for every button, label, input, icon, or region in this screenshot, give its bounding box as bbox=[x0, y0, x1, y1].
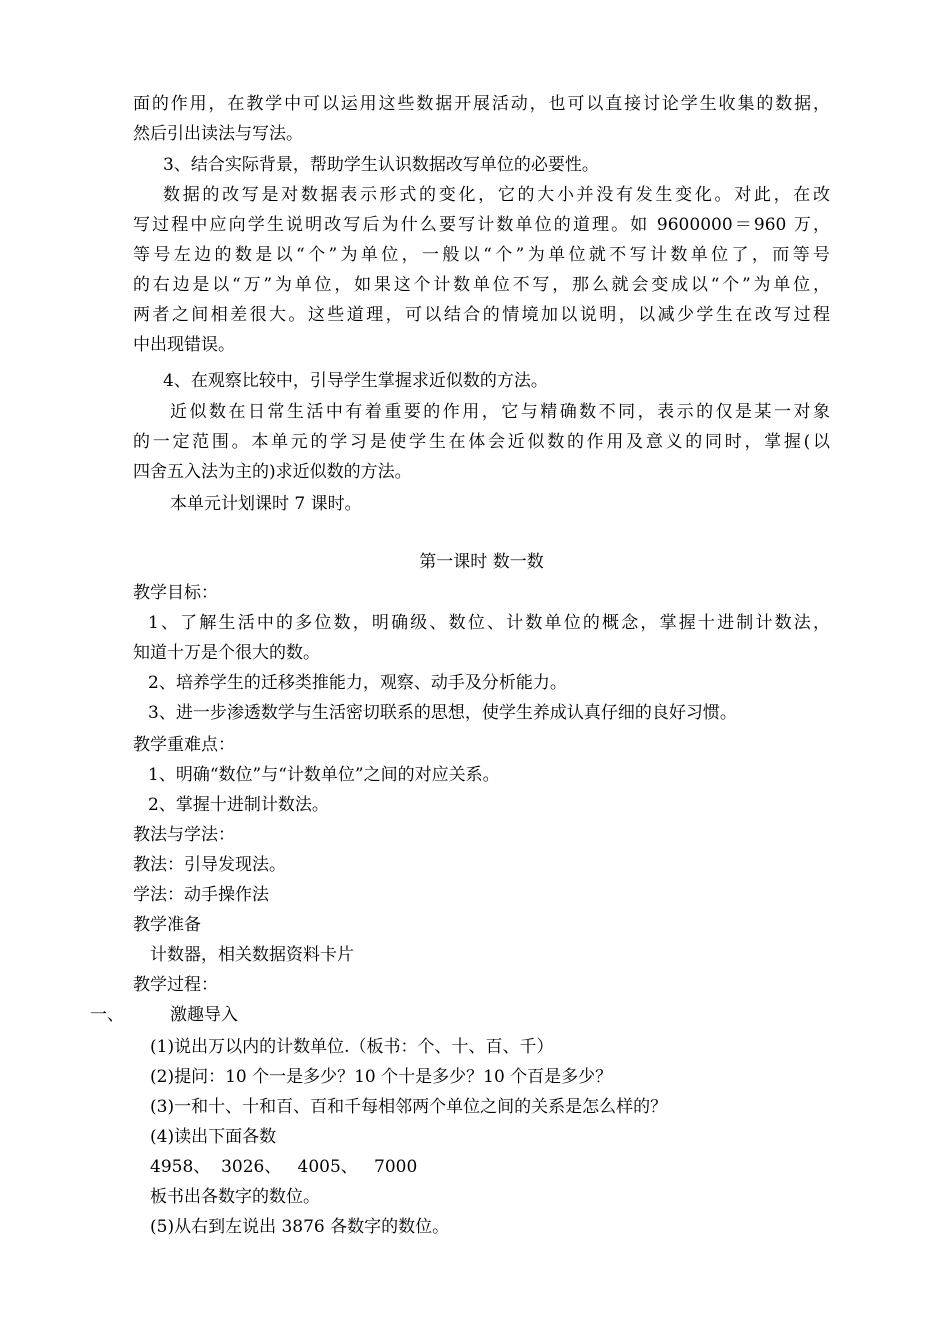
section-heading: 教学目标： bbox=[133, 583, 218, 603]
paragraph-line: 然后引出读法与写法。 bbox=[133, 124, 303, 144]
paragraph-line: 本单元计划课时 7 课时。 bbox=[170, 494, 362, 514]
list-item: (4)读出下面各数 bbox=[150, 1127, 277, 1147]
paragraph-line: 等号左边的数是以“个”为单位，一般以“个”为单位就不写计数单位了，而等号 bbox=[133, 245, 830, 265]
section-heading: 教学准备 bbox=[133, 915, 201, 935]
paragraph-line: 板书出各数字的数位。 bbox=[150, 1187, 320, 1207]
paragraph-line: 写过程中应向学生说明改写后为什么要写计数单位的道理。如 9600000＝960 万， bbox=[133, 215, 830, 235]
paragraph-line: 四舍五入法为主的)求近似数的方法。 bbox=[133, 462, 412, 482]
paragraph-line: 教法：引导发现法。 bbox=[133, 855, 286, 875]
list-item: (1)说出万以内的计数单位.（板书：个、十、百、千） bbox=[150, 1037, 554, 1057]
list-item: 1、明确“数位”与“计数单位”之间的对应关系。 bbox=[148, 765, 500, 785]
list-item: (2)提问：10 个一是多少？10 个十是多少？10 个百是多少？ bbox=[150, 1067, 613, 1087]
paragraph-line: 面的作用，在教学中可以运用这些数据开展活动，也可以直接讨论学生收集的数据， bbox=[133, 94, 830, 114]
list-item: 2、培养学生的迁移类推能力，观察、动手及分析能力。 bbox=[148, 673, 567, 693]
paragraph-line: 计数器，相关数据资料卡片 bbox=[150, 945, 354, 965]
list-item: (5)从右到左说出 3876 各数字的数位。 bbox=[150, 1217, 450, 1237]
list-item: 1、了解生活中的多位数，明确级、数位、计数单位的概念，掌握十进制计数法， bbox=[148, 613, 830, 633]
section-heading: 教学重难点： bbox=[133, 735, 235, 755]
section-title: 第一课时 数一数 bbox=[419, 552, 544, 572]
list-item: 4、在观察比较中，引导学生掌握求近似数的方法。 bbox=[163, 371, 548, 391]
list-item: (3)一和十、十和百、百和千每相邻两个单位之间的关系是怎么样的？ bbox=[150, 1097, 668, 1117]
list-item: 3、结合实际背景，帮助学生认识数据改写单位的必要性。 bbox=[163, 155, 599, 175]
section-heading: 教学过程： bbox=[133, 975, 218, 995]
paragraph-line: 学法：动手操作法 bbox=[133, 885, 269, 905]
list-item: 3、进一步渗透数学与生活密切联系的思想，使学生养成认真仔细的良好习惯。 bbox=[148, 703, 737, 723]
paragraph-line: 近似数在日常生活中有着重要的作用，它与精确数不同，表示的仅是某一对象 bbox=[170, 402, 830, 422]
paragraph-line: 中出现错误。 bbox=[133, 335, 235, 355]
section-heading: 教法与学法： bbox=[133, 825, 235, 845]
paragraph-line: 的右边是以“万”为单位，如果这个计数单位不写，那么就会变成以“个”为单位， bbox=[133, 275, 830, 295]
paragraph-line: 的一定范围。本单元的学习是使学生在体会近似数的作用及意义的同时，掌握(以 bbox=[133, 432, 830, 452]
paragraph-line: 数据的改写是对数据表示形式的变化，它的大小并没有发生变化。对此，在改 bbox=[163, 185, 830, 205]
paragraph-line: 两者之间相差很大。这些道理，可以结合的情境加以说明，以减少学生在改写过程 bbox=[133, 305, 830, 325]
section-heading: 激趣导入 bbox=[170, 1005, 238, 1025]
list-item: 2、掌握十进制计数法。 bbox=[148, 795, 329, 815]
paragraph-line: 知道十万是个很大的数。 bbox=[133, 643, 320, 663]
number-list: 4958、 3026、 4005、 7000 bbox=[150, 1157, 418, 1177]
section-number: 一、 bbox=[90, 1005, 124, 1025]
